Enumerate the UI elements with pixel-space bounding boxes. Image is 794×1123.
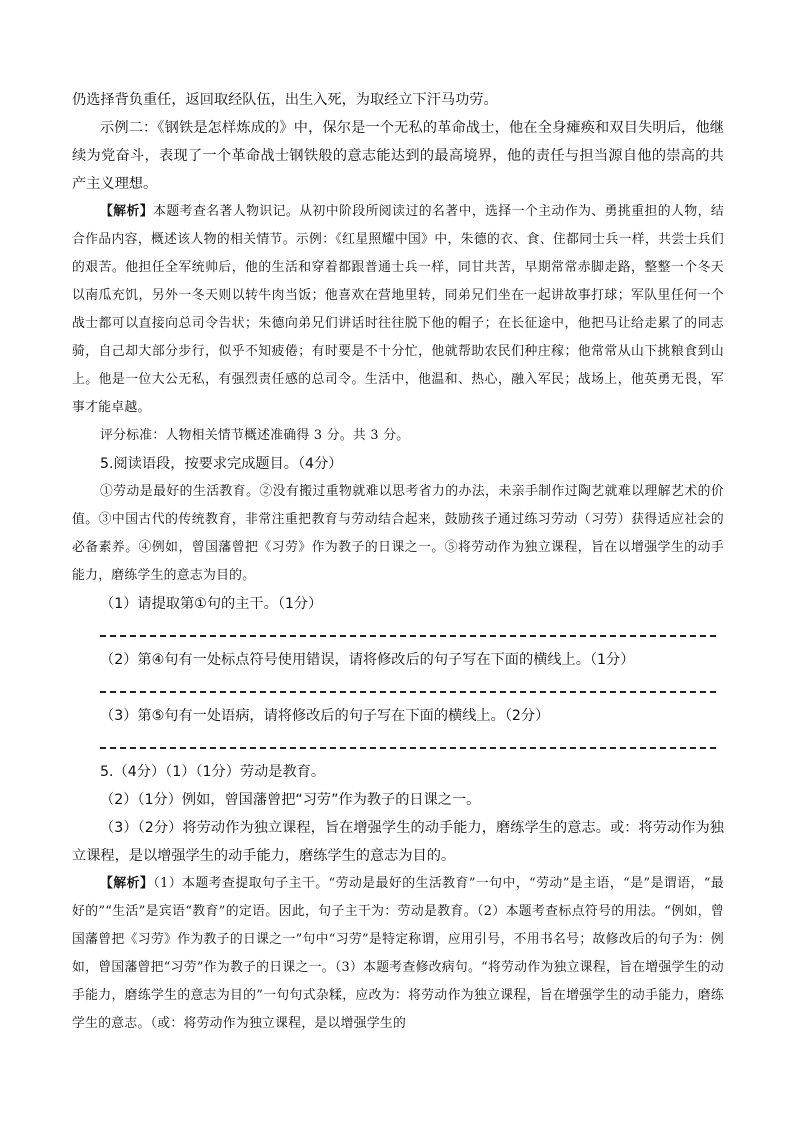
answer-blank-2[interactable] <box>72 674 724 702</box>
example-two: 示例二：《钢铁是怎样炼成的》中，保尔是一个无私的革命战士，他在全身瘫痪和双目失明后，他继续为党奋斗，表现了一个革命战士钢铁般的意志能达到的最高境界，他的责任与担当源自他的崇高的共产主义理想。 <box>72 120 724 192</box>
question-5: 5.阅读语段，按要求完成题目。（4分） <box>100 456 343 472</box>
answer-line-3: （3）（2分）将劳动作为独立课程，旨在增强学生的动手能力，磨练学生的意志。或：将劳动作为独立课程，是以增强学生的动手能力，磨练学生的意志为目的。 <box>72 820 724 864</box>
analysis-paragraph-1 <box>72 198 724 422</box>
answer-blank-1[interactable] <box>72 618 724 646</box>
sub-question-1: （1）请提取第①句的主干。（1分） <box>100 596 323 612</box>
answer-line-1: 5.（4分）（1）（1分）劳动是教育。 <box>100 764 326 780</box>
analysis-text: 本题考查名著人物识记。从初中阶段所阅读过的名著中，选择一个主动作为、勇挑重担的人物，结合作品内容，概述该人物的相关情节。示例：《红星照耀中国》中，朱德的衣、食、住都同士兵一样，共尝士兵们的艰苦。他担任全军统帅后，他的生活和穿着都跟普通士兵一样，同甘共苦，早期常常赤脚走路，整整一个冬天以南瓜充饥，另外一冬天则以转牛肉当饭；他喜欢在营地里转，同弟兄们坐在一起讲故事打球；军队里任何一个战士都可以直接向总司令告状；朱德向弟兄们讲话时往往脱下他的帽子；在长征途中，他把马让给走累了的同志骑，自己却大部分步行，似乎不知疲倦；有时要是不十分忙，他就帮助农民们种庄稼；他常常从山下挑粮食到山上。他是一位大公无私，有强烈责任感的总司令。生活中，他温和、热心，融入军民；战场上，他英勇无畏，军事才能卓越。 <box>72 204 724 415</box>
text-line: 仍选择背负重任，返回取经队伍，出生入死，为取经立下汗马功劳。 <box>72 92 498 108</box>
analysis-tag: 【解析】 <box>100 204 154 219</box>
sub-question-2: （2）第④句有一处标点符号使用错误，请将修改后的句子写在下面的横线上。（1分） <box>100 652 635 668</box>
analysis-tag: 【解析】 <box>100 876 154 891</box>
analysis-text: （1）本题考查提取句子主干。“劳动是最好的生活教育”一句中，“劳动”是主语，“是”是谓语，“最好的”“生活”是宾语“教育”的定语。因此，句子主干为：劳动是教育。（2）本题考查标点符号的用法。“例如，曾国藩曾把《习劳》作为教子的日课之一”句中“习劳”是特定称谓，应用引号，不用书名号；故修改后的句子为：例如，曾国藩曾把“习劳”作为教子的日课之一。（3）本题考查修改病句。“将劳动作为独立课程，旨在增强学生的动手能力，磨练学生的意志为目的”一句句式杂糅，应改为：将劳动作为独立课程，旨在增强学生的动手能力，磨练学生的意志。（或：将劳动作为独立课程，是以增强学生的 <box>72 876 724 1031</box>
sub-question-3: （3）第⑤句有一处语病，请将修改后的句子写在下面的横线上。（2分） <box>100 708 550 724</box>
document-page <box>72 86 724 1038</box>
scoring-standard: 评分标准：人物相关情节概述准确得 3 分。共 3 分。 <box>100 428 410 443</box>
question-passage: ①劳动是最好的生活教育。②没有搬过重物就难以思考省力的办法，未亲手制作过陶艺就难以理解艺术的价值。③中国古代的传统教育，非常注重把教育与劳动结合起来，鼓励孩子通过练习劳动（习劳）获得适应社会的必备素养。④例如，曾国藩曾把《习劳》作为教子的日课之一。⑤将劳动作为独立课程，旨在以增强学生的动手能力，磨练学生的意志为目的。 <box>72 484 724 583</box>
analysis-paragraph-2 <box>72 870 724 1038</box>
answer-blank-3[interactable] <box>72 730 724 758</box>
answer-line-2: （2）（1分）例如，曾国藩曾把“习劳”作为教子的日课之一。 <box>100 792 481 808</box>
